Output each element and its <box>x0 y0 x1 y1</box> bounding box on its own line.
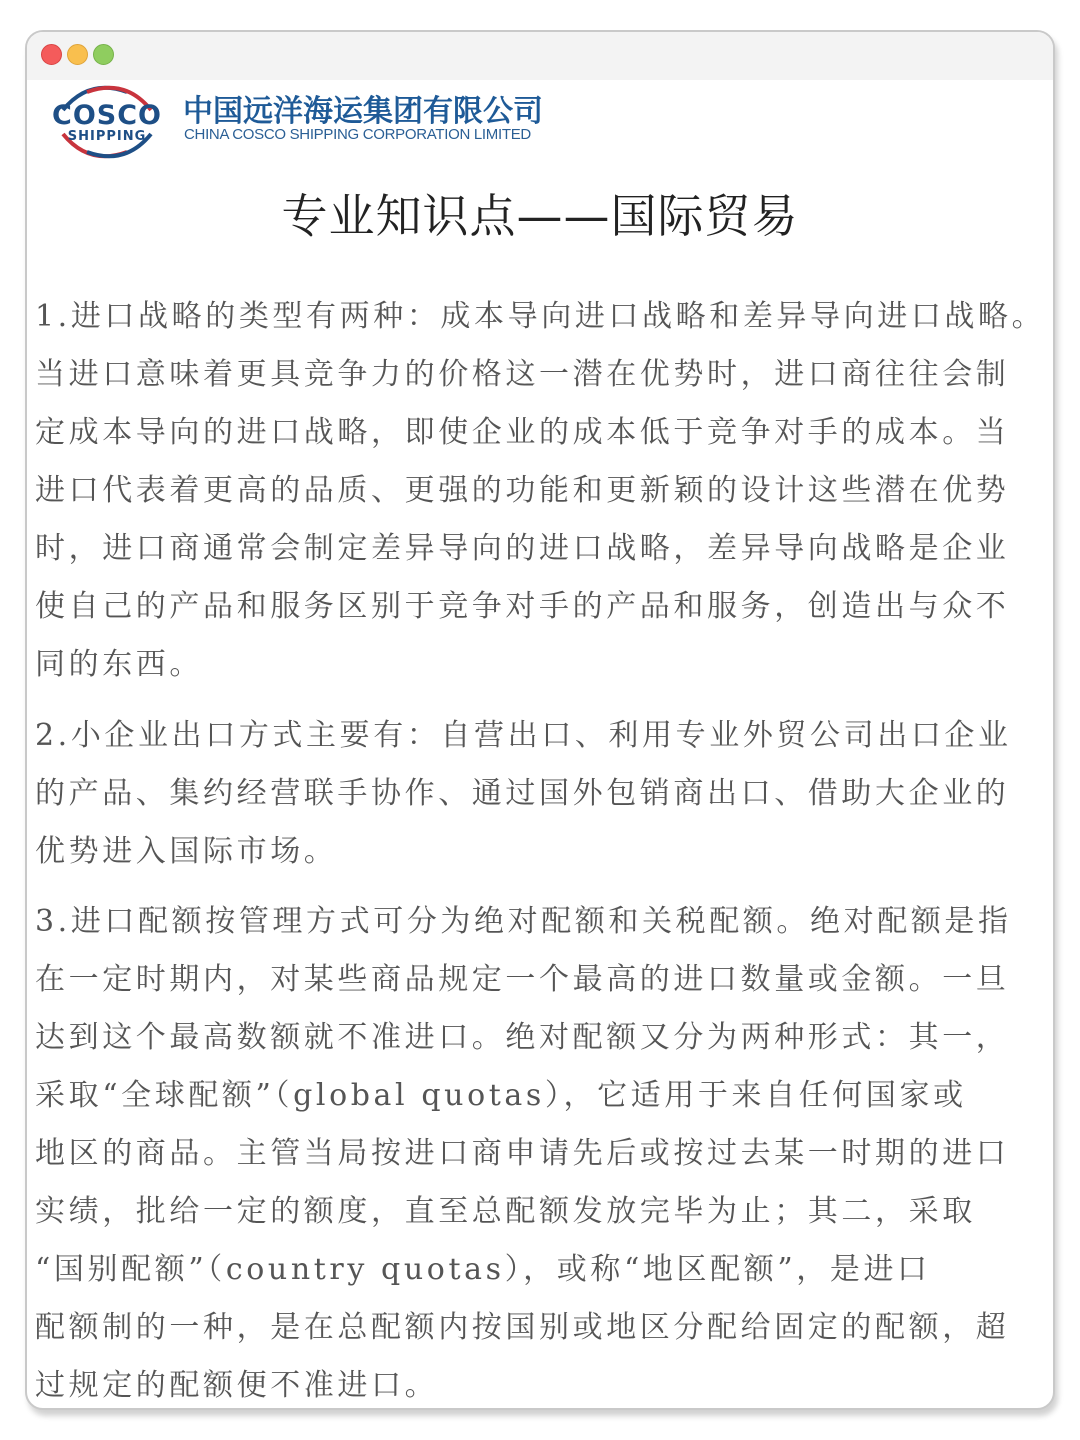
cosco-shipping-logo-icon <box>41 82 173 160</box>
paragraph-3-line: 配额制的一种，是在总配额内按国别或地区分配给固定的配额，超 <box>35 1310 1010 1345</box>
paragraph-2-line: 2.小企业出口方式主要有：自营出口、利用专业外贸公司出口企业 <box>35 718 1012 753</box>
app-window <box>25 30 1055 1410</box>
paragraph-3-line: 达到这个最高数额就不准进口。绝对配额又分为两种形式：其一， <box>35 1020 1010 1055</box>
window-titlebar <box>27 32 1053 80</box>
company-name-english: CHINA COSCO SHIPPING CORPORATION LIMITED <box>184 126 531 143</box>
paragraph-1-line: 进口代表着更高的品质、更强的功能和更新颖的设计这些潜在优势 <box>35 473 1010 508</box>
paragraph-3-line: 3.进口配额按管理方式可分为绝对配额和关税配额。绝对配额是指 <box>35 904 1012 939</box>
company-name-chinese: 中国远洋海运集团有限公司 <box>183 94 543 129</box>
paragraph-1-line: 时，进口商通常会制定差异导向的进口战略，差异导向战略是企业 <box>35 531 1010 566</box>
paragraph-3-line: 过规定的配额便不准进口。 <box>35 1368 439 1403</box>
paragraph-3-line: “国别配额”（country quotas），或称“地区配额”，是进口 <box>35 1252 931 1287</box>
paragraph-1-line: 使自己的产品和服务区别于竞争对手的产品和服务，创造出与众不 <box>35 589 1010 624</box>
logo-text-cosco: COSCO <box>52 100 162 131</box>
paragraph-3-line: 采取“全球配额”（global quotas），它适用于来自任何国家或 <box>35 1078 967 1113</box>
paragraph-3-line: 实绩，批给一定的额度，直至总配额发放完毕为止；其二，采取 <box>35 1194 976 1229</box>
paragraph-1-line: 定成本导向的进口战略，即使企业的成本低于竞争对手的成本。当 <box>35 415 1010 450</box>
maximize-window-button[interactable] <box>93 44 114 65</box>
paragraph-1-line: 当进口意味着更具竞争力的价格这一潜在优势时，进口商往往会制 <box>35 357 1010 392</box>
paragraph-1-line: 1.进口战略的类型有两种：成本导向进口战略和差异导向进口战略。 <box>35 299 1046 334</box>
paragraph-3-line: 在一定时期内，对某些商品规定一个最高的进口数量或金额。一旦 <box>35 962 1010 997</box>
paragraph-2-line: 优势进入国际市场。 <box>35 834 338 869</box>
minimize-window-button[interactable] <box>67 44 88 65</box>
logo-text-shipping: SHIPPING <box>67 129 147 144</box>
paragraph-2-line: 的产品、集约经营联手协作、通过国外包销商出口、借助大企业的 <box>35 776 1010 811</box>
paragraph-3-line: 地区的商品。主管当局按进口商申请先后或按过去某一时期的进口 <box>35 1136 1010 1171</box>
close-window-button[interactable] <box>41 44 62 65</box>
page-title: 专业知识点——国际贸易 <box>281 189 799 243</box>
paragraph-1-line: 同的东西。 <box>35 647 203 682</box>
